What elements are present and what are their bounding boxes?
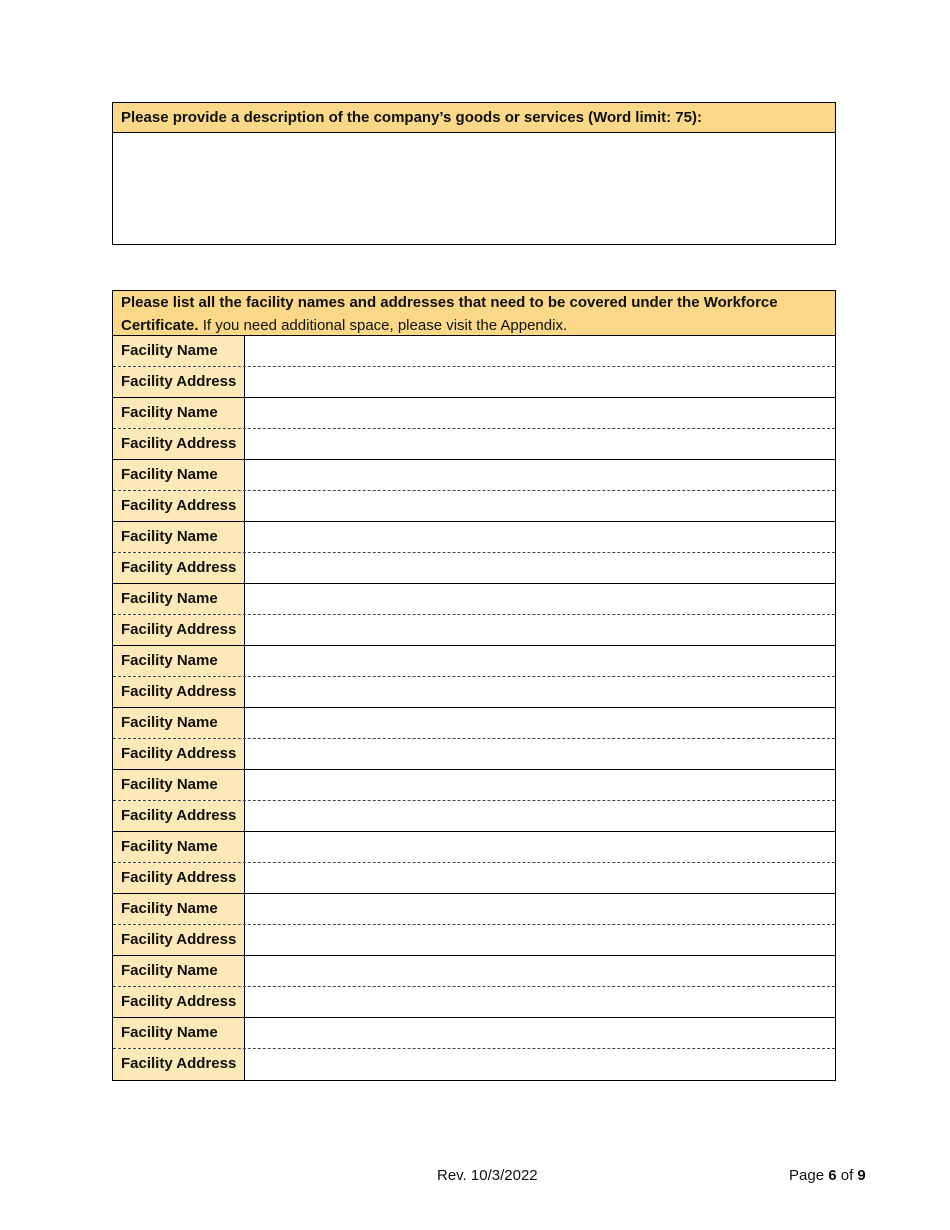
facility-address-label: Facility Address [113, 1049, 245, 1080]
facility-name-row [113, 460, 835, 491]
facility-name-label: Facility Name [113, 956, 245, 986]
facility-name-row [113, 708, 835, 739]
page-of: of [840, 1167, 854, 1184]
facility-address-field[interactable] [245, 1049, 835, 1080]
facilities-heading-bold: Please list all the facility names and addresses that need to be covered under the Workforce Certificate. [121, 294, 778, 334]
facility-address-field[interactable] [245, 677, 835, 707]
facility-address-row [113, 925, 835, 956]
facility-address-field[interactable] [245, 739, 835, 769]
facility-name-label: Facility Name [113, 336, 245, 366]
facility-name-label: Facility Name [113, 770, 245, 800]
facility-address-field[interactable] [245, 429, 835, 459]
facility-address-label: Facility Address [113, 553, 245, 583]
facility-name-field[interactable] [245, 460, 835, 490]
facility-address-field[interactable] [245, 491, 835, 521]
facility-address-row [113, 863, 835, 894]
description-table [112, 102, 836, 245]
facility-address-field[interactable] [245, 987, 835, 1017]
facility-address-label: Facility Address [113, 739, 245, 769]
facility-name-field[interactable] [245, 1018, 835, 1048]
facility-address-row [113, 677, 835, 708]
facility-name-label: Facility Name [113, 460, 245, 490]
facility-address-label: Facility Address [113, 615, 245, 645]
facility-name-row [113, 584, 835, 615]
facility-name-field[interactable] [245, 708, 835, 738]
facility-name-label: Facility Name [113, 708, 245, 738]
page-total: 9 [857, 1167, 866, 1184]
facility-name-field[interactable] [245, 770, 835, 800]
facility-address-field[interactable] [245, 925, 835, 955]
facility-address-row [113, 801, 835, 832]
facility-address-label: Facility Address [113, 925, 245, 955]
facility-name-label: Facility Name [113, 894, 245, 924]
facility-address-label: Facility Address [113, 491, 245, 521]
facility-address-field[interactable] [245, 615, 835, 645]
facility-name-label: Facility Name [113, 522, 245, 552]
description-label: Please provide a description of the company’s goods or services (Word limit: 75): [113, 103, 835, 133]
facility-address-row [113, 1049, 835, 1080]
facility-name-field[interactable] [245, 336, 835, 366]
facilities-heading [113, 291, 835, 336]
facility-name-field[interactable] [245, 522, 835, 552]
page-number [789, 1167, 866, 1184]
facility-address-row [113, 429, 835, 460]
facility-address-label: Facility Address [113, 863, 245, 893]
description-field[interactable] [113, 133, 835, 243]
facility-name-row [113, 646, 835, 677]
facility-address-label: Facility Address [113, 801, 245, 831]
facility-name-label: Facility Name [113, 1018, 245, 1048]
facility-address-row [113, 615, 835, 646]
facility-address-row [113, 739, 835, 770]
facilities-heading-note: If you need additional space, please visit the Appendix. [202, 317, 568, 334]
facility-address-row [113, 987, 835, 1018]
facility-name-field[interactable] [245, 956, 835, 986]
facility-address-label: Facility Address [113, 677, 245, 707]
facility-name-label: Facility Name [113, 832, 245, 862]
facility-name-field[interactable] [245, 646, 835, 676]
facility-address-field[interactable] [245, 863, 835, 893]
facility-name-field[interactable] [245, 398, 835, 428]
facility-address-label: Facility Address [113, 367, 245, 397]
facility-name-row [113, 770, 835, 801]
facility-address-row [113, 367, 835, 398]
facility-name-row [113, 398, 835, 429]
page-current: 6 [828, 1167, 837, 1184]
revision-date: Rev. 10/3/2022 [437, 1167, 538, 1184]
facility-address-field[interactable] [245, 367, 835, 397]
facility-name-row [113, 522, 835, 553]
facility-address-row [113, 553, 835, 584]
facilities-table [112, 290, 836, 1081]
facility-name-row [113, 832, 835, 863]
facility-name-row [113, 336, 835, 367]
facility-name-label: Facility Name [113, 646, 245, 676]
facility-rows [113, 336, 835, 1080]
facility-name-label: Facility Name [113, 398, 245, 428]
facility-name-field[interactable] [245, 894, 835, 924]
facility-address-field[interactable] [245, 553, 835, 583]
page-prefix: Page [789, 1167, 825, 1184]
facility-address-label: Facility Address [113, 429, 245, 459]
facility-name-field[interactable] [245, 832, 835, 862]
facility-name-label: Facility Name [113, 584, 245, 614]
facility-address-row [113, 491, 835, 522]
facility-name-row [113, 1018, 835, 1049]
facility-address-field[interactable] [245, 801, 835, 831]
facility-address-label: Facility Address [113, 987, 245, 1017]
facility-name-row [113, 894, 835, 925]
facility-name-field[interactable] [245, 584, 835, 614]
facility-name-row [113, 956, 835, 987]
